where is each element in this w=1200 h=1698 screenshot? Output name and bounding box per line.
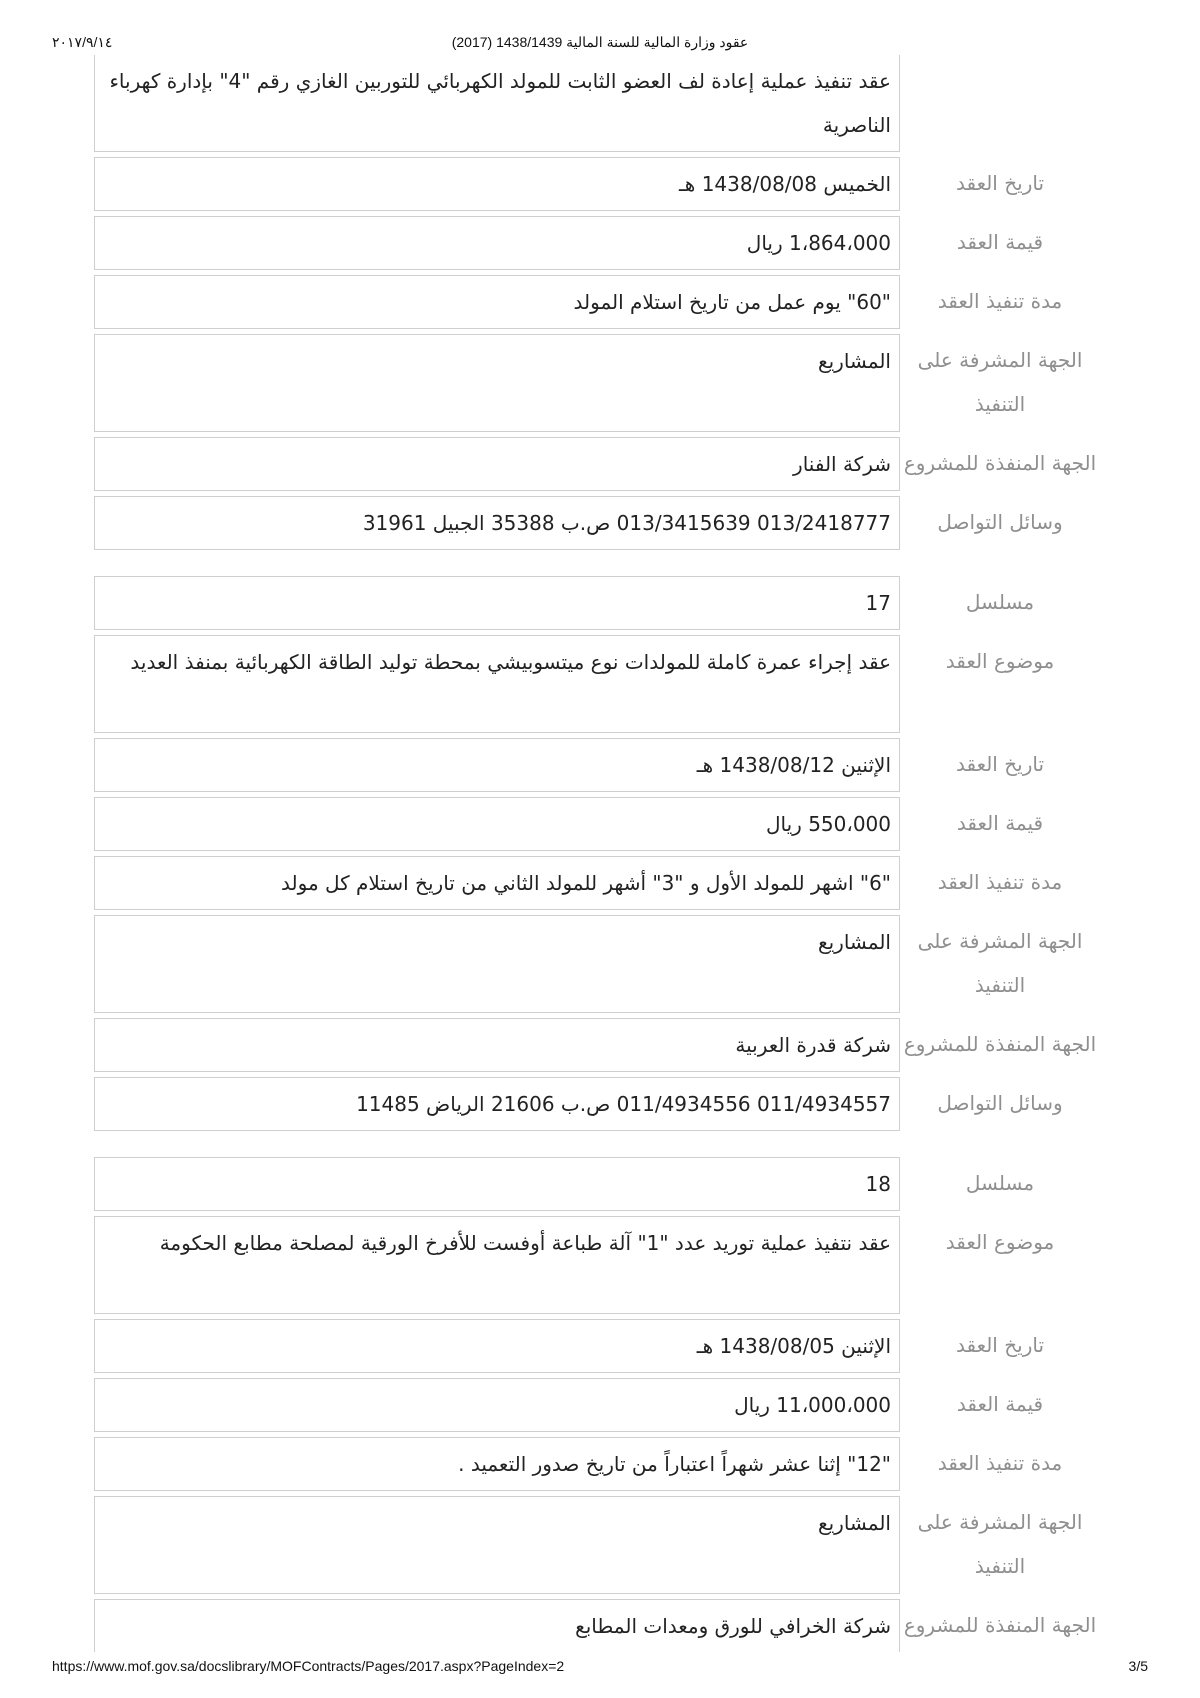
field-label: الجهة المنفذة للمشروع bbox=[903, 451, 1097, 475]
contract-16-continuation bbox=[94, 55, 1100, 555]
executing-party-row bbox=[94, 1599, 1100, 1652]
contract-date-value: الخميس 1438/08/08 هـ bbox=[94, 157, 900, 211]
contract-duration-value: "60" يوم عمل من تاريخ استلام المولد bbox=[94, 275, 900, 329]
serial-value: 18 bbox=[94, 1157, 900, 1211]
page-number: 3/5 bbox=[1128, 1658, 1148, 1674]
field-label: وسائل التواصل bbox=[937, 1091, 1063, 1115]
contract-duration-row bbox=[94, 856, 1100, 910]
serial-row bbox=[94, 1157, 1100, 1211]
field-label: قيمة العقد bbox=[956, 1392, 1044, 1416]
field-label: قيمة العقد bbox=[956, 811, 1044, 835]
executing-party-value: شركة الخرافي للورق ومعدات المطابع bbox=[94, 1599, 900, 1652]
serial-row bbox=[94, 576, 1100, 630]
contract-subject-value: عقد تنفيذ عملية إعادة لف العضو الثابت للمولد الكهربائي للتوربين الغازي رقم "4" بإدارة كهرباء الناصرية bbox=[94, 55, 900, 152]
contact-row bbox=[94, 496, 1100, 550]
executing-party-value: شركة قدرة العربية bbox=[94, 1018, 900, 1072]
contract-subject-row bbox=[94, 1216, 1100, 1314]
print-title: (عقود وزارة المالية للسنة المالية 1438/1439 (2017 bbox=[451, 34, 749, 50]
contract-duration-value: "12" إثنا عشر شهراً اعتباراً من تاريخ صدور التعميد . bbox=[94, 1437, 900, 1491]
field-label: مسلسل bbox=[965, 1171, 1035, 1195]
field-label: مدة تنفيذ العقد bbox=[937, 289, 1063, 313]
contract-duration-value: "6" اشهر للمولد الأول و "3" أشهر للمولد الثاني من تاريخ استلام كل مولد bbox=[94, 856, 900, 910]
field-label: تاريخ العقد bbox=[955, 171, 1045, 195]
contract-subject-value: عقد إجراء عمرة كاملة للمولدات نوع ميتسوبيشي بمحطة توليد الطاقة الكهربائية بمنفذ العديد bbox=[94, 635, 900, 733]
contract-date-row bbox=[94, 738, 1100, 792]
executing-party-value: شركة الفنار bbox=[94, 437, 900, 491]
contact-value: 011/4934557 011/4934556 ص.ب 21606 الرياض 11485 bbox=[94, 1077, 900, 1131]
field-label: الجهة المشرفة على التنفيذ bbox=[917, 348, 1083, 416]
field-label: وسائل التواصل bbox=[937, 510, 1063, 534]
executing-party-row bbox=[94, 1018, 1100, 1072]
contract-value-value: 1،864،000 ريال bbox=[94, 216, 900, 270]
field-label: مدة تنفيذ العقد bbox=[937, 1451, 1063, 1475]
contract-17 bbox=[94, 576, 1100, 1136]
contact-value: 013/2418777 013/3415639 ص.ب 35388 الجبيل 31961 bbox=[94, 496, 900, 550]
contract-date-value: الإثنين 1438/08/05 هـ bbox=[94, 1319, 900, 1373]
supervising-party-row bbox=[94, 334, 1100, 432]
contract-duration-row bbox=[94, 275, 1100, 329]
contract-subject-row bbox=[94, 635, 1100, 733]
supervising-party-value: المشاريع bbox=[94, 915, 900, 1013]
field-label: موضوع العقد bbox=[945, 1230, 1055, 1254]
supervising-party-row bbox=[94, 915, 1100, 1013]
field-label: مدة تنفيذ العقد bbox=[937, 870, 1063, 894]
contract-date-row bbox=[94, 157, 1100, 211]
contract-value-row bbox=[94, 216, 1100, 270]
field-label bbox=[900, 55, 1100, 152]
supervising-party-value: المشاريع bbox=[94, 334, 900, 432]
field-label: الجهة المشرفة على التنفيذ bbox=[917, 929, 1083, 997]
contract-value-row bbox=[94, 1378, 1100, 1432]
field-label: موضوع العقد bbox=[945, 649, 1055, 673]
field-label: الجهة المنفذة للمشروع bbox=[903, 1613, 1097, 1637]
contact-row bbox=[94, 1077, 1100, 1131]
contract-value-row bbox=[94, 797, 1100, 851]
executing-party-row bbox=[94, 437, 1100, 491]
contract-value-value: 11،000،000 ريال bbox=[94, 1378, 900, 1432]
field-label: قيمة العقد bbox=[956, 230, 1044, 254]
field-label: تاريخ العقد bbox=[955, 752, 1045, 776]
contract-date-row bbox=[94, 1319, 1100, 1373]
contract-18 bbox=[94, 1157, 1100, 1657]
field-label: الجهة المشرفة على التنفيذ bbox=[917, 1510, 1083, 1578]
contract-date-value: الإثنين 1438/08/12 هـ bbox=[94, 738, 900, 792]
field-label: الجهة المنفذة للمشروع bbox=[903, 1032, 1097, 1056]
field-label: مسلسل bbox=[965, 590, 1035, 614]
print-date: ٢٠١٧/٩/١٤ bbox=[52, 34, 113, 50]
contract-subject-row bbox=[94, 55, 1100, 152]
supervising-party-row bbox=[94, 1496, 1100, 1594]
field-label: تاريخ العقد bbox=[955, 1333, 1045, 1357]
contract-value-value: 550،000 ريال bbox=[94, 797, 900, 851]
serial-value: 17 bbox=[94, 576, 900, 630]
supervising-party-value: المشاريع bbox=[94, 1496, 900, 1594]
contract-subject-value: عقد نتفيذ عملية توريد عدد "1" آلة طباعة أوفست للأفرخ الورقية لمصلحة مطابع الحكومة bbox=[94, 1216, 900, 1314]
contract-duration-row bbox=[94, 1437, 1100, 1491]
page-url: https://www.mof.gov.sa/docslibrary/MOFContracts/Pages/2017.aspx?PageIndex=2 bbox=[52, 1658, 565, 1674]
